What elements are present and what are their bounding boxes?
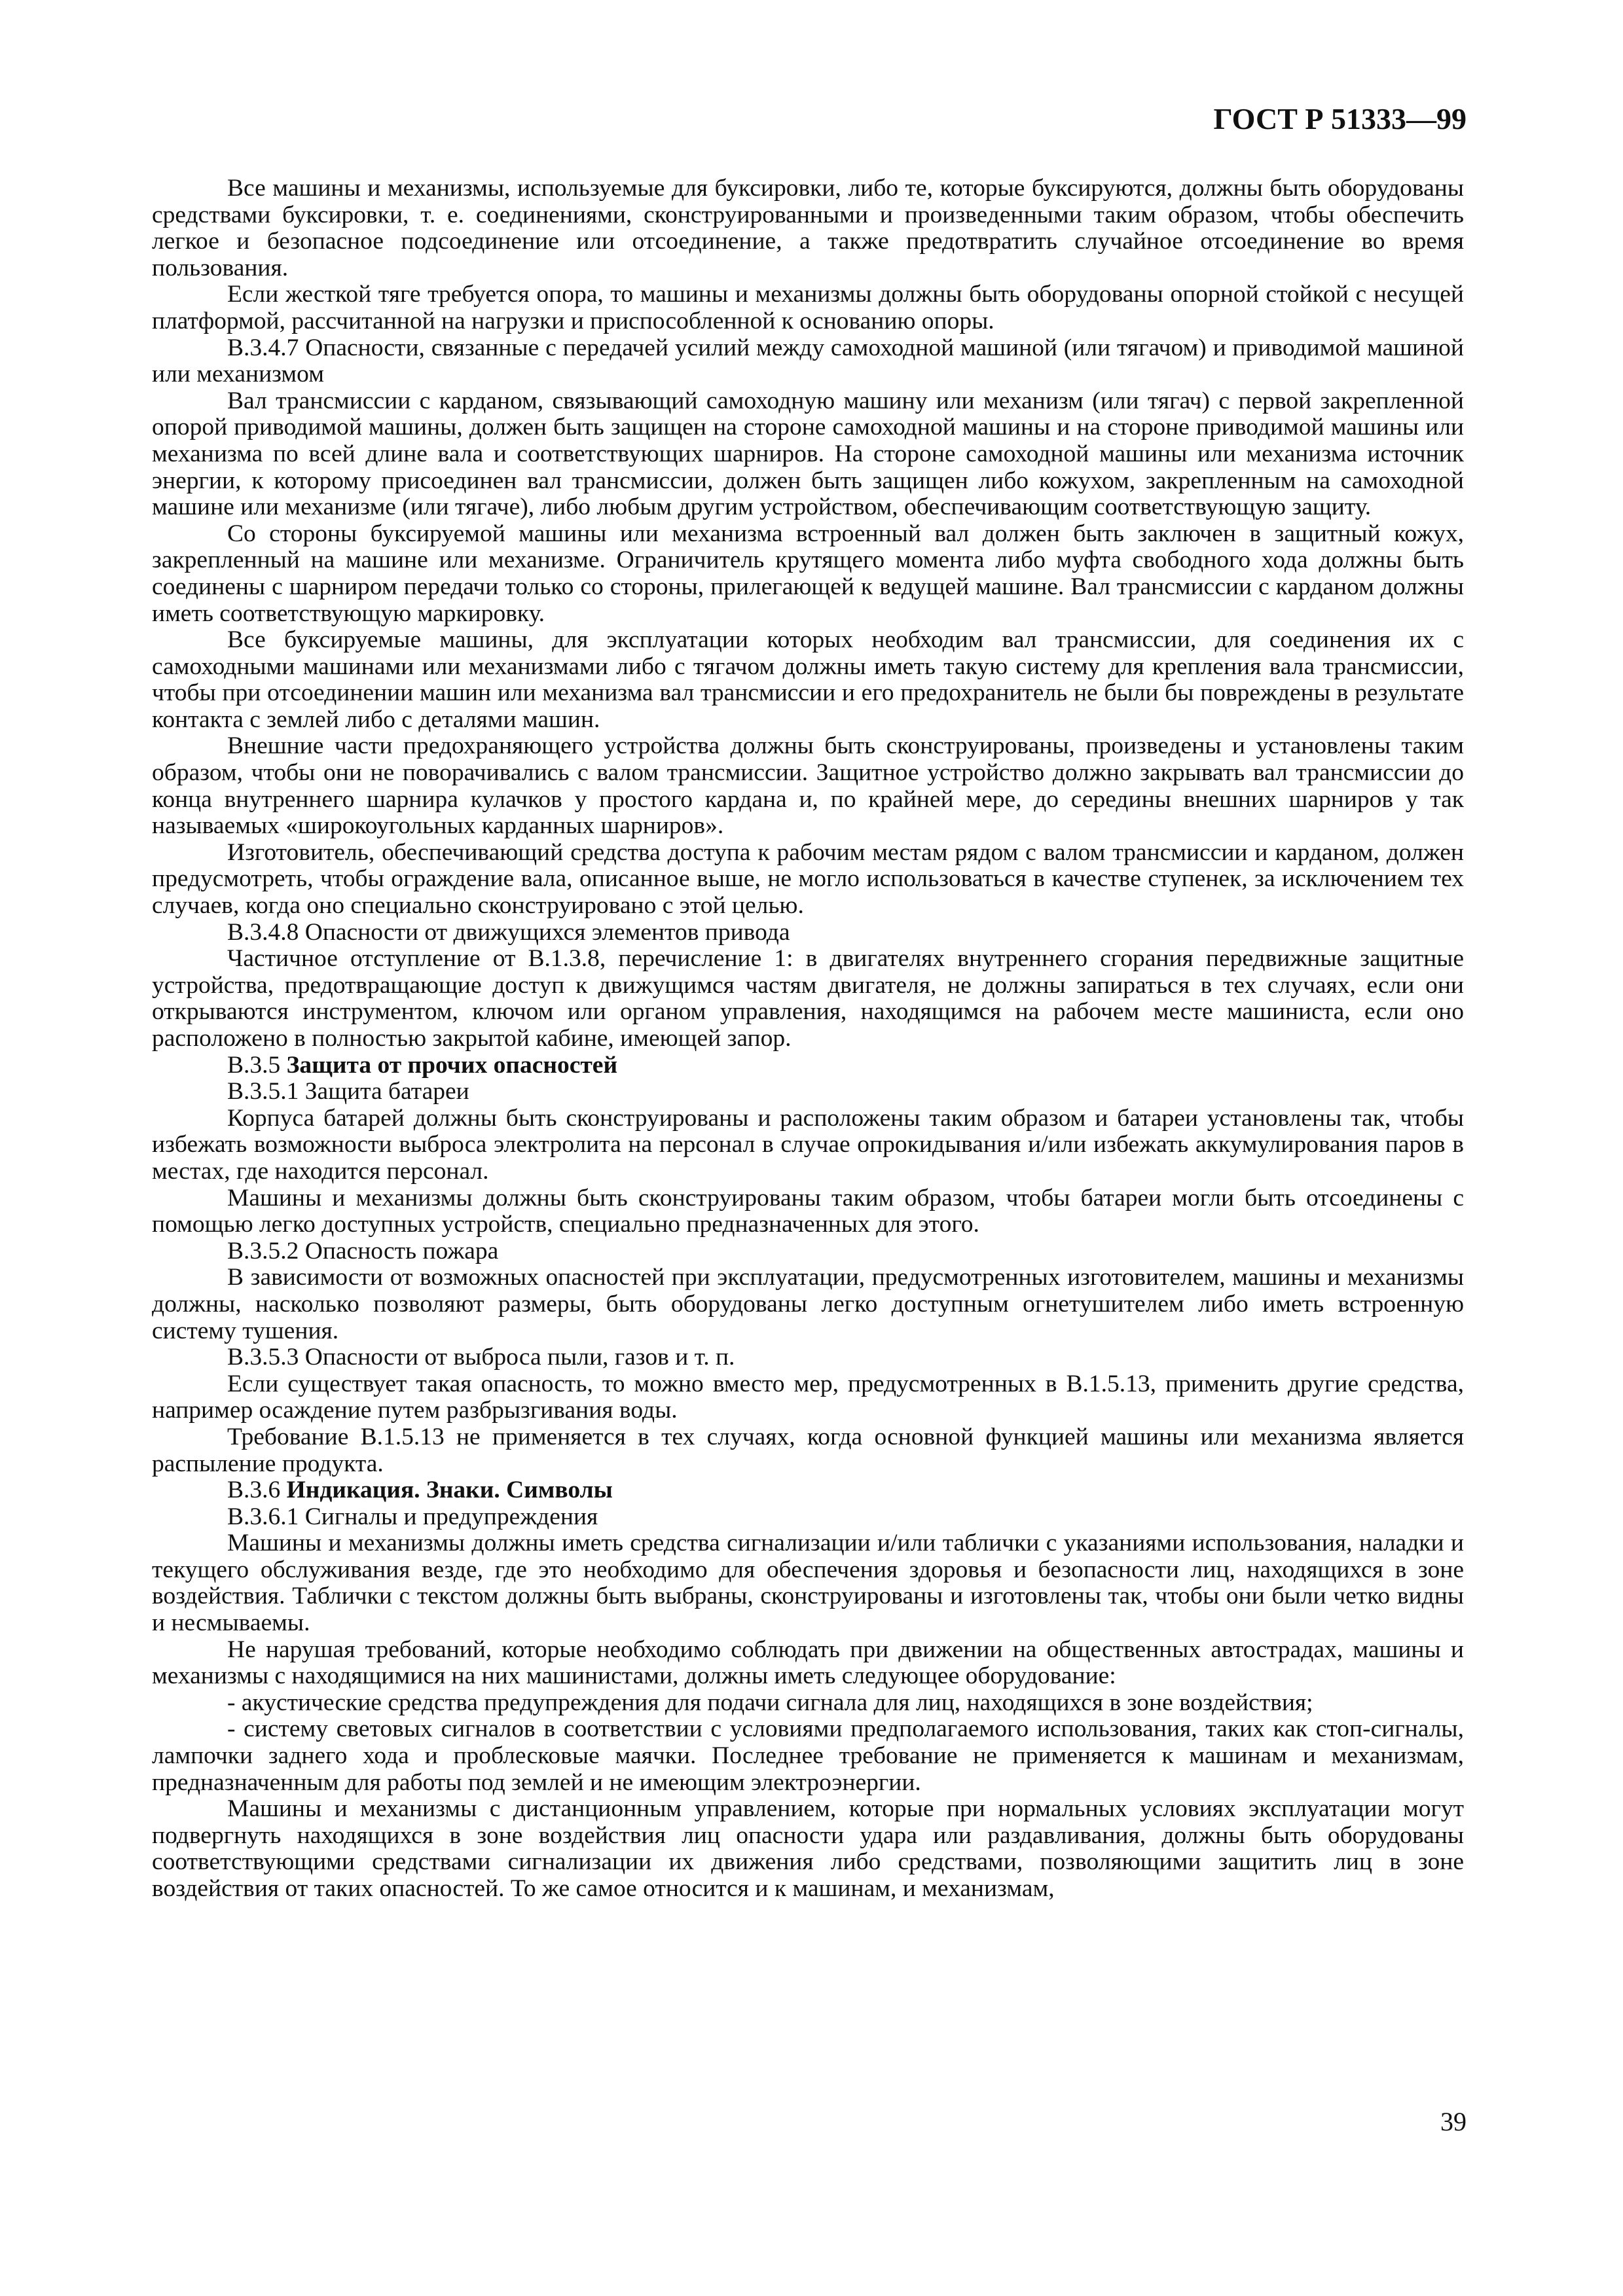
paragraph: Корпуса батарей должны быть сконструированы и расположены таким образом и батареи установлены так, чтобы избежать возможности выброса электролита на персонал в случае опрокидывания и/или избежать аккумулирования паров в местах, где находится персонал. xyxy=(152,1104,1464,1185)
paragraph: Машины и механизмы с дистанционным управлением, которые при нормальных условиях эксплуатации могут подвергнуть находящихся в зоне воздействия лиц опасности удара или раздавливания, должны быть оборудованы соответствующими средствами сигнализации их движения либо средствами, позволяющими защитить лиц в зоне воздействия от таких опасностей. То же самое относится и к машинам, и механизмам, xyxy=(152,1795,1464,1902)
paragraph: Вал трансмиссии с карданом, связывающий самоходную машину или механизм (или тягач) с первой закрепленной опорой приводимой машины, должен быть защищен на стороне самоходной машины и на стороне приводимой машины или механизма по всей длине вала и соответствующих шарниров. На стороне самоходной машины или механизма источник энергии, к которому присоединен вал трансмиссии, должен быть защищен либо кожухом, закрепленным на самоходной машине или механизме (или тягаче), либо любым другим устройством, обеспечивающим соответствующую защиту. xyxy=(152,387,1464,521)
section-title: Индикация. Знаки. Символы xyxy=(286,1477,613,1504)
list-item: - систему световых сигналов в соответствии с условиями предполагаемого использования, таких как стоп-сигналы, лампочки заднего хода и проблесковые маячки. Последнее требование не применяется к машинам и механизмам, предназначенным для работы под землей и не имеющим электроэнергии. xyxy=(152,1715,1464,1796)
clause-heading: В.3.6.1 Сигналы и предупреждения xyxy=(227,1503,598,1530)
paragraph: Частичное отступление от В.1.3.8, перечисление 1: в двигателях внутреннего сгорания передвижные защитные устройства, предотвращающие доступ к движущимся частям двигателя, не должны запираться в тех случаях, если они открываются инструментом, ключом или органом управления, находящимся на рабочем месте машиниста, если оно расположено в полностью закрытой кабине, имеющей запор. xyxy=(152,945,1464,1052)
paragraph: Если существует такая опасность, то можно вместо мер, предусмотренных в В.1.5.13, применить другие средства, например осаждение путем разбрызгивания воды. xyxy=(152,1370,1464,1424)
paragraph: Все буксируемые машины, для эксплуатации которых необходим вал трансмиссии, для соединения их с самоходными машинами или механизмами либо с тягачом должны иметь такую систему для крепления вала трансмиссии, чтобы при отсоединении машин или механизма вал трансмиссии и его предохранитель не были бы повреждены в результате контакта с землей либо с деталями машин. xyxy=(152,626,1464,733)
section-title: Защита от прочих опасностей xyxy=(286,1051,618,1079)
paragraph: Если жесткой тяге требуется опора, то машины и механизмы должны быть оборудованы опорной стойкой с несущей платформой, рассчитанной на нагрузки и приспособленной к основанию опоры. xyxy=(152,281,1464,334)
standard-header: ГОСТ Р 51333—99 xyxy=(1213,102,1467,135)
section-heading xyxy=(152,1052,1464,1079)
section-heading xyxy=(152,1477,1464,1504)
paragraph: Все машины и механизмы, используемые для буксировки, либо те, которые буксируются, должны быть оборудованы средствами буксировки, т. е. соединениями, сконструированными и произведенными таким образом, чтобы обеспечить легкое и безопасное подсоединение или отсоединение, а также предотвратить случайное отсоединение во время пользования. xyxy=(152,175,1464,281)
clause-heading: В.3.5.1 Защита батареи xyxy=(227,1078,469,1105)
paragraph: Изготовитель, обеспечивающий средства доступа к рабочим местам рядом с валом трансмиссии и карданом, должен предусмотреть, чтобы ограждение вала, описанное выше, не могло использоваться в качестве ступенек, за исключением тех случаев, когда оно специально сконструировано с этой целью. xyxy=(152,838,1464,920)
list-item: - акустические средства предупреждения для подачи сигнала для лиц, находящихся в зоне воздействия; xyxy=(227,1689,1313,1716)
paragraph: Не нарушая требований, которые необходимо соблюдать при движении на общественных автострадах, машины и механизмы с находящимися на них машинистами, должны иметь следующее оборудование: xyxy=(152,1636,1464,1690)
section-number: В.3.6 xyxy=(227,1477,281,1504)
paragraph: Машины и механизмы должны иметь средства сигнализации и/или таблички с указаниями использования, наладки и текущего обслуживания везде, где это необходимо для обеспечения здоровья и безопасности лиц, находящихся в зоне воздействия. Таблички с текстом должны быть выбраны, сконструированы и изготовлены так, чтобы они были четко видны и несмываемы. xyxy=(152,1530,1464,1637)
clause-heading: В.3.4.8 Опасности от движущихся элементов привода xyxy=(227,918,790,946)
clause-heading: В.3.5.2 Опасность пожара xyxy=(227,1237,499,1265)
paragraph: Внешние части предохраняющего устройства должны быть сконструированы, произведены и установлены таким образом, чтобы они не поворачивались с валом трансмиссии. Защитное устройство должно закрывать вал трансмиссии до конца внутреннего шарнира кулачков у простого кардана и, по крайней мере, до середины внешних шарниров у так называемых «широкоугольных карданных шарниров». xyxy=(152,732,1464,840)
paragraph: Со стороны буксируемой машины или механизма встроенный вал должен быть заключен в защитный кожух, закрепленный на машине или механизме. Ограничитель крутящего момента либо муфта свободного хода должны быть соединены с шарниром передачи только со стороны, прилегающей к ведущей машине. Вал трансмиссии с карданом должны иметь соответствующую маркировку. xyxy=(152,520,1464,627)
document-body xyxy=(152,175,1464,1903)
page-number: 39 xyxy=(1440,2107,1467,2136)
clause-heading: В.3.5.3 Опасности от выброса пыли, газов и т. п. xyxy=(227,1344,735,1371)
paragraph: Машины и механизмы должны быть сконструированы таким образом, чтобы батареи могли быть отсоединены с помощью легко доступных устройств, специально предназначенных для этого. xyxy=(152,1184,1464,1238)
clause-heading: В.3.4.7 Опасности, связанные с передачей усилий между самоходной машиной (или тягачом) и приводимой машиной или механизмом xyxy=(152,334,1464,388)
section-number: В.3.5 xyxy=(227,1051,281,1079)
paragraph: Требование В.1.5.13 не применяется в тех случаях, когда основной функцией машины или механизма является распыление продукта. xyxy=(152,1423,1464,1477)
paragraph: В зависимости от возможных опасностей при эксплуатации, предусмотренных изготовителем, машины и механизмы должны, насколько позволяют размеры, быть оборудованы легко доступным огнетушителем либо иметь встроенную систему тушения. xyxy=(152,1264,1464,1344)
